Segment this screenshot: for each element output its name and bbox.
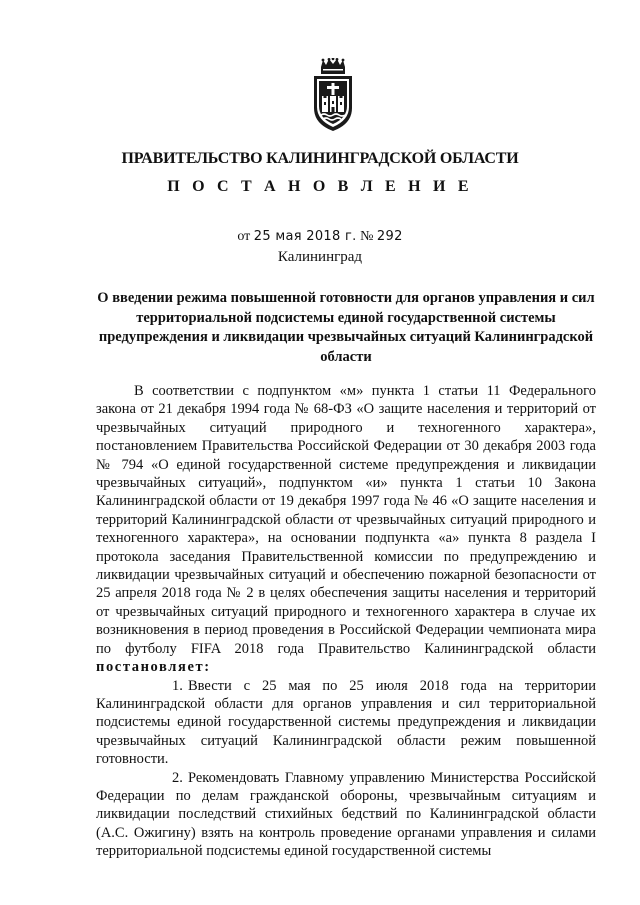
list-item	[96, 677, 596, 769]
preamble-text: В соответствии с подпунктом «м» пункта 1 статьи 11 Федерального закона от 21 декабря 1994 года № 68-ФЗ «О защите населения и территорий от чрезвычайных ситуаций природного и техногенного характера», постановлением Правительства Российской Федерации от 30 декабря 2003 года № 794 «О единой государственной системе предупреждения и ликвидации чрезвычайных ситуаций», подпунктом «и» пункта 1 статьи 10 Закона Калининградской области от 19 декабря 1997 года № 46 «О защите населения и территорий Калининградской области от чрезвычайных ситуаций природного и техногенного характера», на основании подпункта «а» пункта 8 раздела I протокола заседания Правительственной комиссии по предупреждению и ликвидации чрезвычайных ситуаций и обеспечению пожарной безопасности от 25 апреля 2018 года № 2 в целях обеспечения защиты населения и территорий от чрезвычайных ситуаций природного и техногенного характера в случае их возникновения в период проведения в Российской Федерации чемпионата мира по футболу FIFA 2018 года Правительство Калининградской области	[96, 383, 596, 657]
preamble-paragraph	[96, 382, 596, 677]
city: Калининград	[277, 249, 363, 265]
item-number: 1.	[172, 677, 183, 694]
item-number: 2.	[172, 769, 183, 786]
date-number-line	[0, 229, 640, 245]
document-type: П О С Т А Н О В Л Е Н И Е	[167, 178, 473, 195]
list-item	[96, 769, 596, 861]
document-subject: О введении режима повышенной готовности для органов управления и сил территориальной подсистемы единой государственной системы предупреждения и ликвидации чрезвычайных ситуаций Калининградской области	[97, 290, 595, 365]
document-date: 25 мая 2018 г.	[253, 229, 357, 244]
date-prefix: от	[237, 229, 251, 244]
document-number: 292	[376, 229, 403, 244]
document-body	[96, 382, 596, 861]
shield-icon	[314, 76, 352, 131]
number-prefix: №	[360, 229, 374, 244]
government-title: ПРАВИТЕЛЬСТВО КАЛИНИНГРАДСКОЙ ОБЛАСТИ	[121, 150, 519, 167]
item-text: Рекомендовать Главному управлению Министерства Российской Федерации по делам гражданской обороны, чрезвычайным ситуациям и ликвидации последствий стихийных бедствий по Калининградской области (А.С. Ожигину) взять на контроль проведение органами управления и силами территориальной подсистемы единой государственной системы	[96, 769, 596, 860]
resolves-word: постановляет:	[96, 659, 211, 676]
crown-icon	[321, 58, 345, 74]
item-text: Ввести с 25 мая по 25 июля 2018 года на территории Калининградской области для органов управления и сил территориальной подсистемы единой государственной системы предупреждения и ликвидации чрезвычайных ситуаций Калининградской области режим повышенной готовности.	[96, 677, 596, 768]
coat-of-arms-emblem	[310, 58, 356, 132]
